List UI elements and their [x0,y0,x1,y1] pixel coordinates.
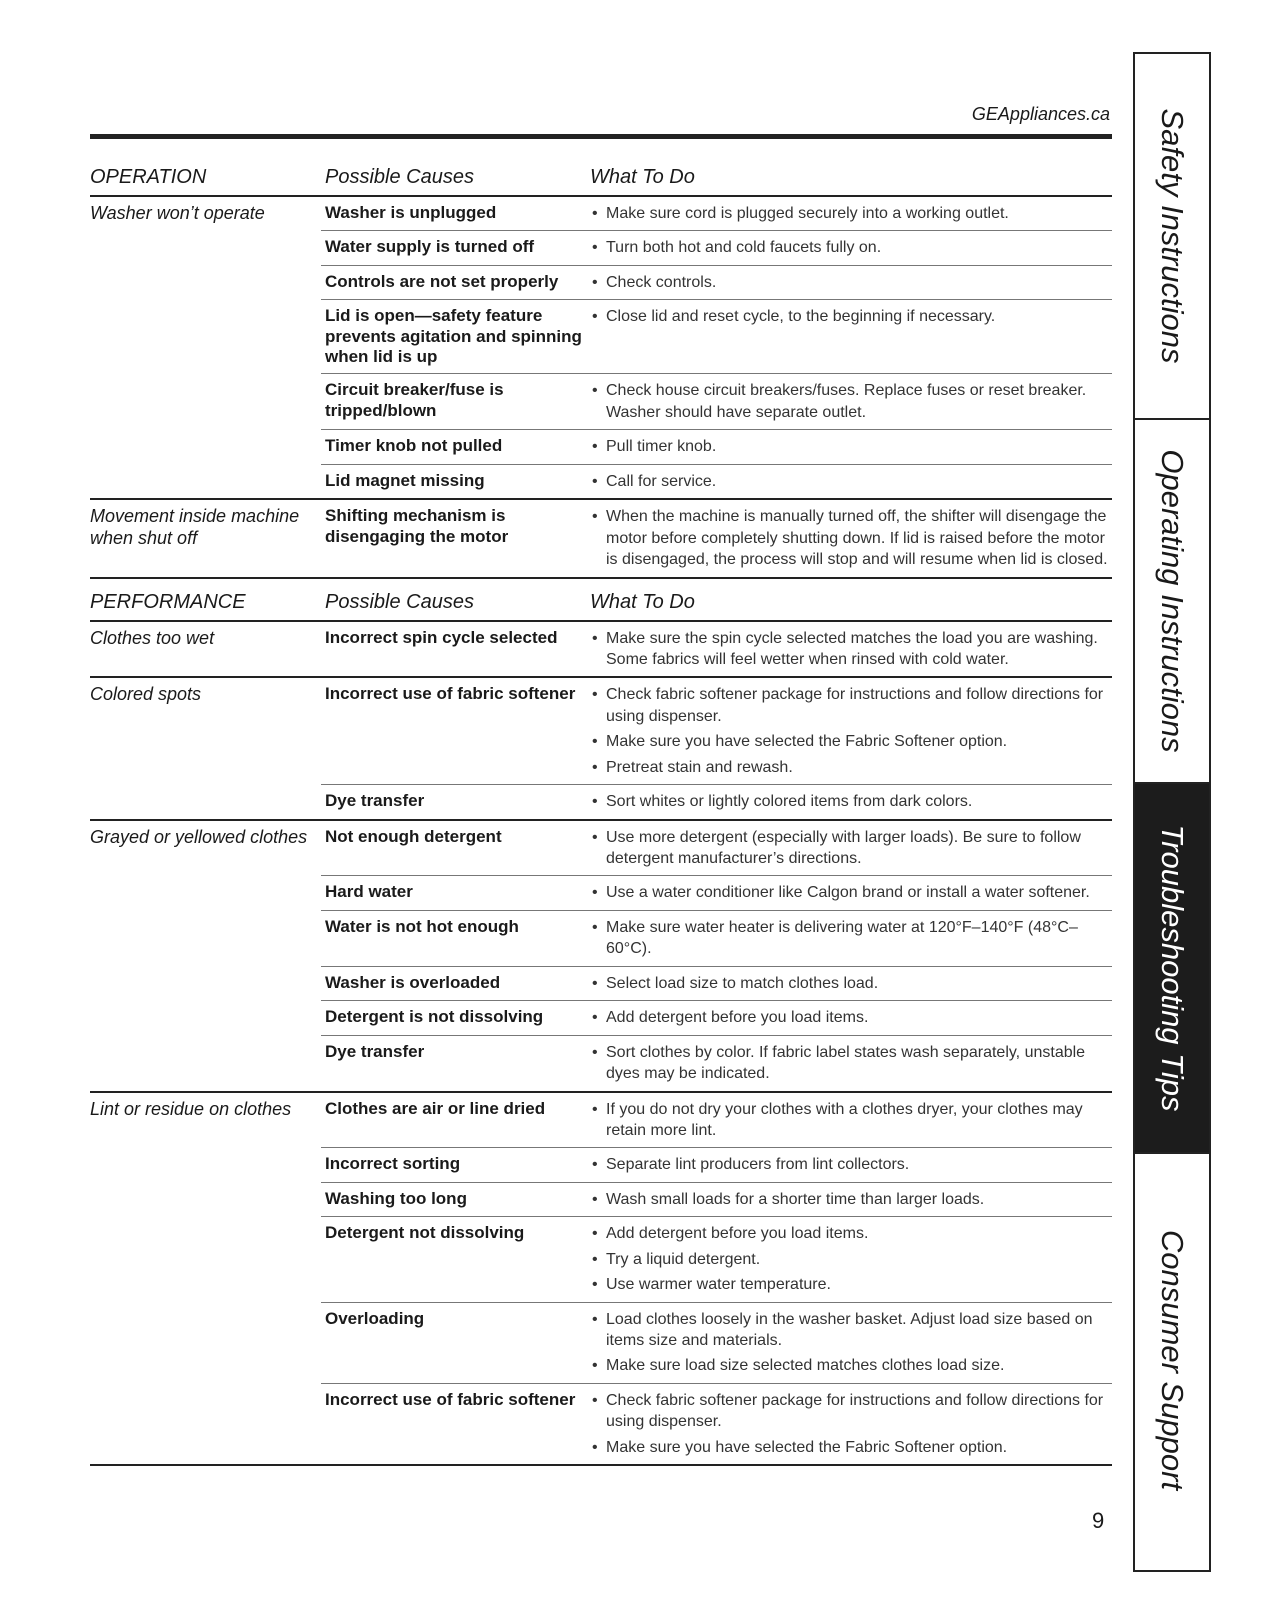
cause-list [325,821,1112,1091]
cause-list [325,678,1112,818]
possible-cause: Not enough detergent [325,826,502,846]
problem-title: Colored spots [90,684,202,705]
what-to-do [590,911,1112,966]
possible-cause: Incorrect use of fabric softener [325,1389,576,1409]
what-to-do-item: • Sort whites or lightly colored items from dark colors. [590,791,1112,812]
tab-label: Safety Instructions [1155,108,1190,364]
problem-row [90,622,1112,679]
cause-row [321,1182,1112,1216]
what-to-do-item: • Select load size to match clothes load. [590,973,1112,994]
cause-row [321,265,1112,299]
cause-row [321,966,1112,1000]
what-to-do [590,266,1112,299]
possible-cause: Hard water [325,882,413,902]
what-to-do-item: • Make sure water heater is delivering water at 120°F–140°F (48°C–60°C). [590,917,1112,960]
what-to-do-item: • Make sure you have selected the Fabric Softener option. [590,731,1112,752]
cause-row [321,1383,1112,1464]
what-to-do [590,430,1112,463]
what-to-do-item: • Make sure load size selected matches clothes load size. [590,1355,1112,1376]
what-to-do [590,1384,1112,1464]
what-to-do [590,678,1112,784]
section-header [90,162,1112,197]
section-header [90,587,1112,622]
what-to-do-item: • Separate lint producers from lint collectors. [590,1154,1112,1175]
what-to-do [590,500,1112,576]
cause-row [321,1302,1112,1383]
possible-cause: Lid is open—safety feature prevents agitation and spinning when lid is up [325,306,582,367]
possible-cause: Clothes are air or line dried [325,1098,546,1118]
what-to-do-item: • Make sure the spin cycle selected matches the load you are washing. Some fabrics will feel wetter when rinsed with cold water. [590,628,1112,671]
cause-row [321,784,1112,818]
possible-cause: Incorrect spin cycle selected [325,627,558,647]
cause-row [321,1093,1112,1148]
column-header-causes: Possible Causes [325,166,474,188]
tab-safety-instructions[interactable] [1135,54,1209,420]
tab-operating-instructions[interactable] [1135,420,1209,784]
what-to-do-item: • Call for service. [590,471,1112,492]
cause-list [325,500,1112,576]
problem-title: Grayed or yellowed clothes [90,826,308,847]
section-tabs [1133,52,1211,1572]
cause-row [321,429,1112,463]
possible-cause: Water supply is turned off [325,237,535,257]
what-to-do-item: • If you do not dry your clothes with a clothes dryer, your clothes may retain more lint. [590,1099,1112,1142]
what-to-do [590,231,1112,264]
what-to-do [590,1148,1112,1181]
what-to-do [590,1217,1112,1301]
tab-label: Consumer Support [1155,1229,1190,1491]
possible-cause: Timer knob not pulled [325,436,503,456]
cause-list [325,622,1112,677]
troubleshooting-table [90,162,1112,1466]
possible-cause: Water is not hot enough [325,916,519,936]
what-to-do-item: • Wash small loads for a shorter time than larger loads. [590,1189,1112,1210]
tab-label: Troubleshooting Tips [1155,824,1190,1112]
cause-row [321,373,1112,429]
section-title: OPERATION [90,166,207,188]
cause-row [321,622,1112,677]
cause-row [321,910,1112,966]
cause-row [321,875,1112,909]
possible-cause: Circuit breaker/fuse is tripped/blown [325,380,504,420]
what-to-do [590,967,1112,1000]
possible-cause: Shifting mechanism is disengaging the motor [325,506,509,546]
what-to-do-item: • Pull timer knob. [590,436,1112,457]
section-title: PERFORMANCE [90,590,246,613]
what-to-do [590,1303,1112,1383]
problem-title: Clothes too wet [90,627,215,648]
cause-row [321,299,1112,373]
what-to-do-item: • Check house circuit breakers/fuses. Replace fuses or reset breaker. Washer should have separate outlet. [590,380,1112,423]
what-to-do-item: • Sort clothes by color. If fabric label states wash separately, unstable dyes may be indicated. [590,1042,1112,1085]
what-to-do-item: • Turn both hot and cold faucets fully on. [590,237,1112,258]
what-to-do [590,1036,1112,1091]
cause-row [321,678,1112,784]
possible-cause: Detergent not dissolving [325,1223,525,1243]
what-to-do-item: • Check fabric softener package for instructions and follow directions for using dispenser. [590,1390,1112,1433]
tab-consumer-support[interactable] [1135,1154,1209,1566]
cause-row [321,1000,1112,1034]
cause-row [321,821,1112,876]
cause-row [321,1147,1112,1181]
what-to-do [590,821,1112,876]
possible-cause: Incorrect sorting [325,1154,461,1174]
what-to-do [590,1001,1112,1034]
what-to-do [590,876,1112,909]
what-to-do-item: • Close lid and reset cycle, to the beginning if necessary. [590,306,1112,327]
problem-row [90,197,1112,500]
possible-cause: Lid magnet missing [325,470,485,490]
what-to-do-item: • Check controls. [590,272,1112,293]
column-header-what-to-do: What To Do [590,590,695,613]
problem-row [90,500,1112,578]
what-to-do-item: • Use more detergent (especially with larger loads). Be sure to follow detergent manufacturer’s directions. [590,827,1112,870]
what-to-do-item: • Check fabric softener package for instructions and follow directions for using dispenser. [590,684,1112,727]
cause-list [325,197,1112,498]
possible-cause: Dye transfer [325,791,425,811]
what-to-do [590,374,1112,429]
cause-row [321,230,1112,264]
what-to-do-item: • Add detergent before you load items. [590,1007,1112,1028]
tab-troubleshooting-tips[interactable] [1135,784,1209,1154]
cause-row [321,500,1112,576]
what-to-do [590,1093,1112,1148]
possible-cause: Overloading [325,1308,425,1328]
what-to-do-item: • Try a liquid detergent. [590,1249,1112,1270]
possible-cause: Incorrect use of fabric softener [325,684,576,704]
cause-row [321,197,1112,230]
what-to-do-item: • Use a water conditioner like Calgon brand or install a water softener. [590,882,1112,903]
what-to-do-item: • When the machine is manually turned off, the shifter will disengage the motor before completely shutting down. If lid is raised before the motor is disengaged, the process will stop and will resume when lid is closed. [590,506,1112,570]
what-to-do-item: • Add detergent before you load items. [590,1223,1112,1244]
cause-list [325,1093,1112,1465]
column-header-causes: Possible Causes [325,590,474,613]
what-to-do [590,1183,1112,1216]
what-to-do [590,785,1112,818]
possible-cause: Washing too long [325,1188,467,1208]
problem-row [90,821,1112,1093]
what-to-do [590,465,1112,498]
possible-cause: Dye transfer [325,1041,425,1061]
cause-row [321,1216,1112,1301]
what-to-do [590,300,1112,373]
what-to-do-item: • Use warmer water temperature. [590,1274,1112,1295]
what-to-do [590,622,1112,677]
problem-title: Movement inside machine when shut off [90,506,300,548]
possible-cause: Controls are not set properly [325,271,559,291]
tab-label: Operating Instructions [1155,449,1190,753]
cause-row [321,1035,1112,1091]
problem-row [90,678,1112,820]
what-to-do-item: • Make sure you have selected the Fabric Softener option. [590,1437,1112,1458]
cause-row [321,464,1112,498]
header-rule [90,134,1112,139]
possible-cause: Washer is overloaded [325,972,501,992]
problem-row [90,1093,1112,1467]
site-url: GEAppliances.ca [971,104,1110,124]
what-to-do-item: • Make sure cord is plugged securely into a working outlet. [590,203,1112,224]
problem-title: Washer won’t operate [90,203,265,223]
what-to-do-item: • Pretreat stain and rewash. [590,757,1112,778]
possible-cause: Washer is unplugged [325,203,497,222]
column-header-what-to-do: What To Do [590,166,695,188]
what-to-do [590,197,1112,230]
possible-cause: Detergent is not dissolving [325,1007,544,1027]
page-number: 9 [1092,1508,1105,1533]
what-to-do-item: • Load clothes loosely in the washer basket. Adjust load size based on items size and materials. [590,1309,1112,1352]
problem-title: Lint or residue on clothes [90,1098,292,1119]
